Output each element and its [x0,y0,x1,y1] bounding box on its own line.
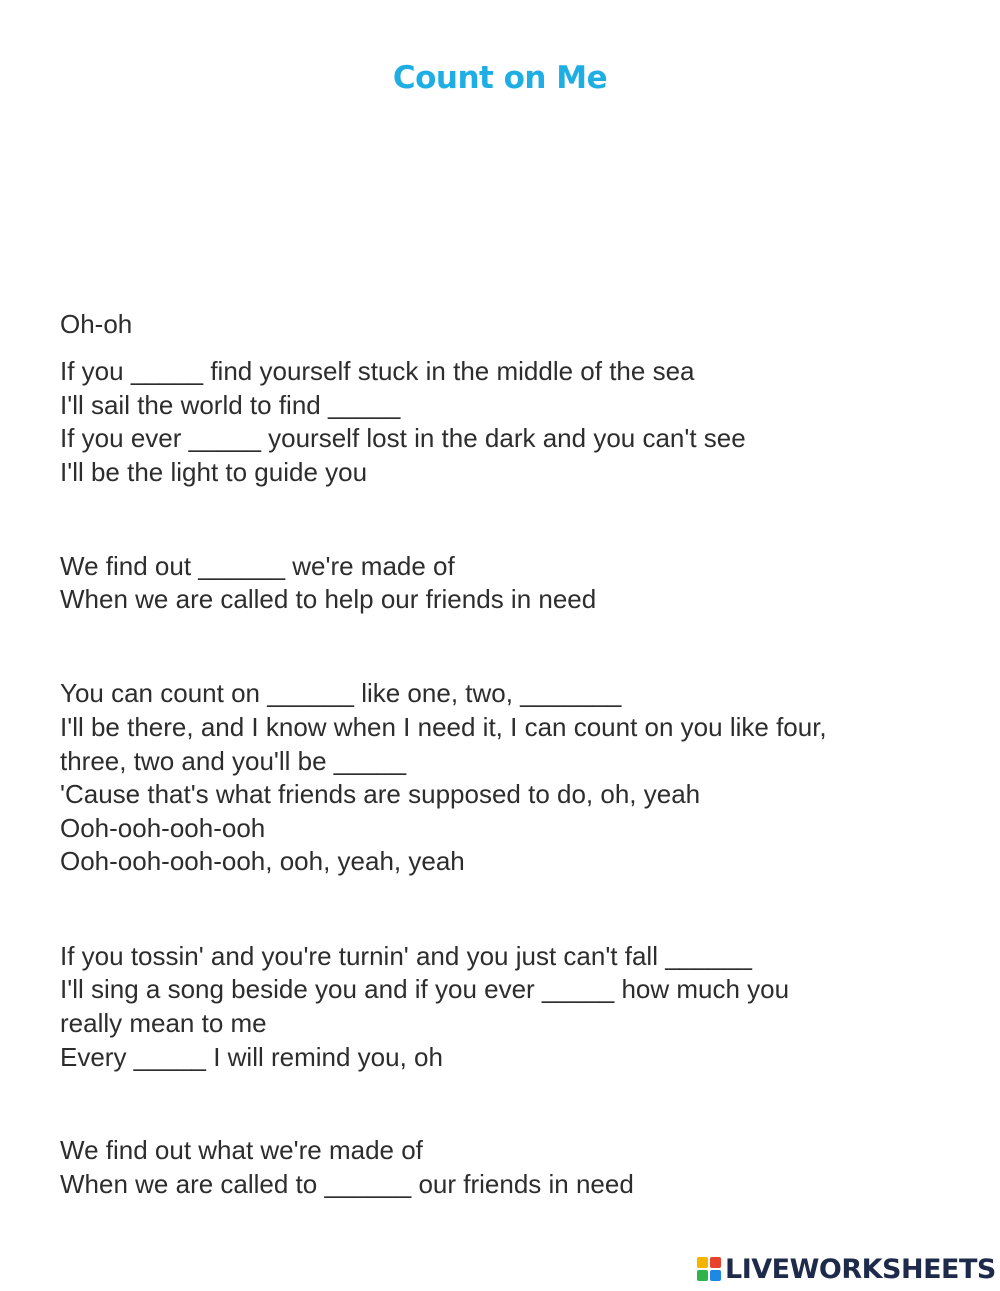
logo-block [697,1270,708,1281]
lyric-line: 'Cause that's what friends are supposed to do, oh, yeah [60,779,701,809]
logo-block [710,1270,721,1281]
lyric-line: If you _____ find yourself stuck in the middle of the sea [60,356,695,386]
lyric-line: If you ever _____ yourself lost in the dark and you can't see [60,423,746,453]
liveworksheets-logo [697,1255,996,1283]
lyric-line: I'll be the light to guide you [60,457,368,487]
lyric-line: I'll be there, and I know when I need it, I can count on you like four, [60,712,827,742]
lyric-line: If you tossin' and you're turnin' and you just can't fall ______ [60,941,752,971]
lyric-line: Ooh-ooh-ooh-ooh [60,813,266,843]
lyric-line: When we are called to help our friends in need [60,584,597,614]
lyric-line: When we are called to ______ our friends in need [60,1169,634,1199]
logo-block [710,1257,721,1268]
lyric-line: You can count on ______ like one, two, _______ [60,678,622,708]
lyric-line: I'll sing a song beside you and if you ever _____ how much you [60,974,790,1004]
lyric-line: Ooh-ooh-ooh-ooh, ooh, yeah, yeah [60,846,465,876]
worksheet-title: Count on Me [392,60,608,96]
lyric-line: We find out ______ we're made of [60,551,455,581]
logo-block [697,1257,708,1268]
lyric-line: really mean to me [60,1008,267,1038]
lyric-line: three, two and you'll be _____ [60,746,407,776]
lyric-line: Every _____ I will remind you, oh [60,1042,443,1072]
logo-text: LIVEWORKSHEETS [725,1253,996,1285]
logo-blocks-icon [697,1257,721,1281]
lyric-line: Oh-oh [60,309,133,339]
lyric-line: I'll sail the world to find _____ [60,390,401,420]
lyric-line: We find out what we're made of [60,1135,423,1165]
